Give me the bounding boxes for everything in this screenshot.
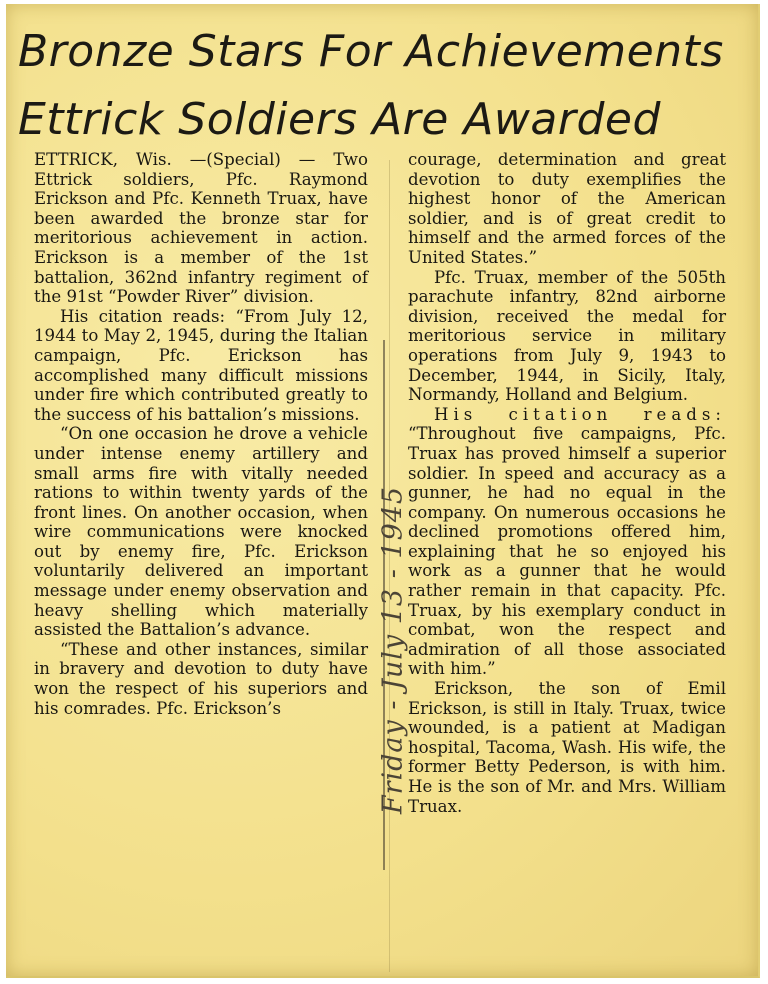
article-paragraph: ETTRICK, Wis. —(Special) — Two Ettrick soldiers, Pfc. Raymond Erickson and Pfc. Kenneth Truax, have been awarded the bronze star for meritorious achievement in action. Erickson is a member of the 1st battalion, 362nd infantry regiment of the 91st “Powder River” division. [34,150,368,307]
article-paragraph: His citation reads: “From July 12, 1944 to May 2, 1945, during the Italian campaign, Pfc. Erickson has accomplished many difficult missions under fire which contributed greatly to the success of his battalion’s missions. [34,306,368,424]
article-paragraph: courage, determination and great devotion to duty exemplifies the highest honor of the American soldier, and is of great credit to himself and the armed forces of the United States.” [408,150,726,267]
article-paragraph: “These and other instances, similar in bravery and devotion to duty have won the respect of his superiors and his comrades. Pfc. Erickson’s [34,639,368,718]
headline-line-1: Bronze Stars For Achievements [18,26,724,77]
article-right-column [408,150,726,816]
citation-text: “Throughout five campaigns, Pfc. Truax has proved himself a superior soldier. In speed and accuracy as a gunner, he had no equal in the company. On numerous occasions he declined promotions offered him, explaining that he so enjoyed his work as a gunner that he would rather remain in that capacity. Pfc. Truax, by his exemplary conduct in combat, won the respect and admiration of all those associated with him.” [408,424,726,679]
citation-lead: His citation reads: [434,404,726,424]
article-left-column [34,150,368,718]
article-paragraph: Pfc. Truax, member of the 505th parachute infantry, 82nd airborne division, received the medal for meritorious service in military operations from July 9, 1943 to December, 1944, in Sicily, Italy, Normandy, Holland and Belgium. [408,267,726,405]
handwritten-date: Friday - July 13 - 1945 [377,485,409,815]
article-paragraph [408,405,726,679]
handwritten-date-annotation [378,400,408,900]
article-paragraph: “On one occasion he drove a vehicle under intense enemy artillery and small arms fire with vitally needed rations to within twenty yards of the front lines. On another occasion, when wire communications were knocked out by enemy fire, Pfc. Erickson voluntarily delivered an important message under enemy observation and heavy shelling which materially assisted the Battalion’s advance. [34,424,368,640]
article-paragraph: Erickson, the son of Emil Erickson, is still in Italy. Truax, twice wounded, is a patient at Madigan hospital, Tacoma, Wash. His wife, the former Betty Pederson, is with him. He is the son of Mr. and Mrs. William Truax. [408,679,726,816]
headline-line-2: Ettrick Soldiers Are Awarded [18,94,661,145]
